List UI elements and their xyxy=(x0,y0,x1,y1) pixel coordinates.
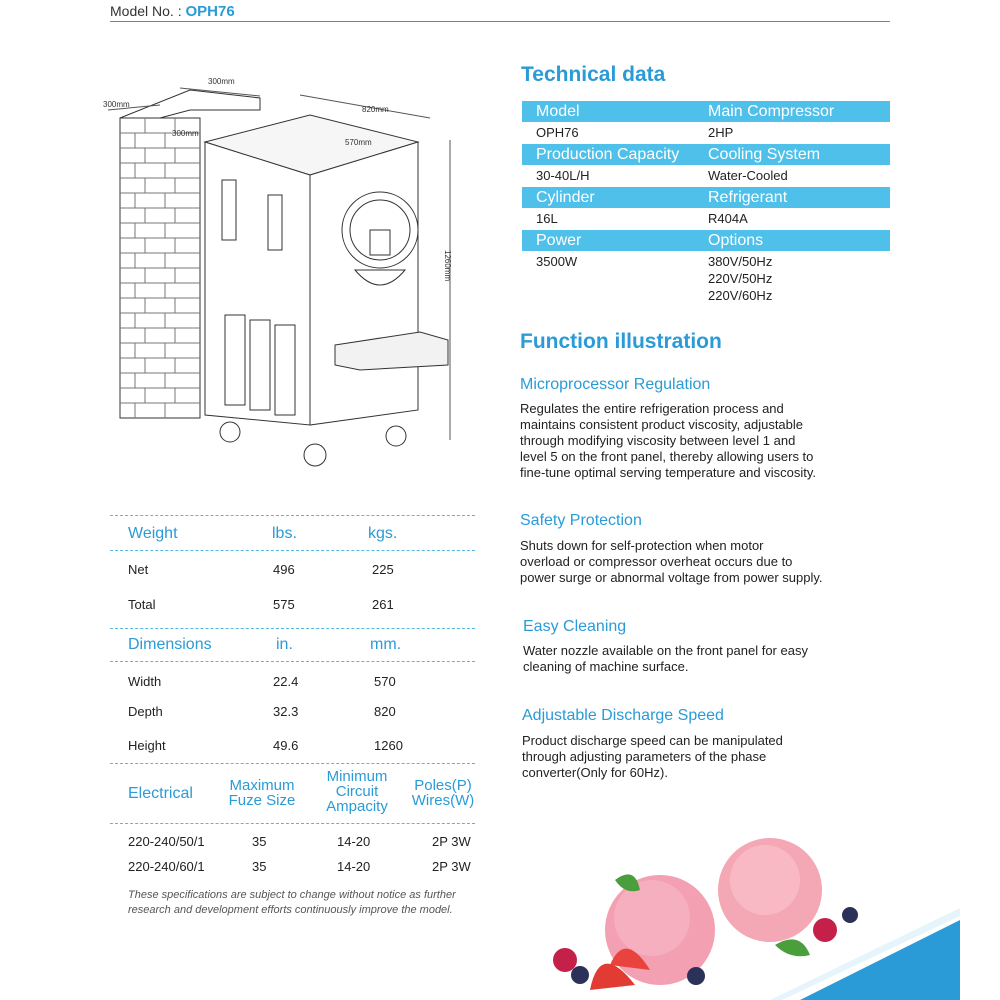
option-item: 220V/50Hz xyxy=(708,271,773,286)
tech-header-row xyxy=(522,101,890,122)
feature-line: overload or compressor overheat occurs due to xyxy=(520,554,793,569)
tech-value-row xyxy=(522,165,890,187)
dimension-mm: 570 xyxy=(374,674,396,689)
header-divider xyxy=(110,21,890,22)
dim-570: 570mm xyxy=(345,138,372,147)
specification-note: These specifications are subject to change without notice as further research and development efforts continuously improve the model. xyxy=(128,889,456,916)
weight-lbs-header: lbs. xyxy=(272,525,297,542)
feature-text xyxy=(523,643,873,675)
machine-body xyxy=(205,115,448,466)
feature-line: converter(Only for 60Hz). xyxy=(522,765,668,780)
dimension-row-label: Width xyxy=(128,674,162,689)
feature-text xyxy=(520,401,870,481)
tech-header-model: Model xyxy=(536,103,580,120)
header-line: Wires(W) xyxy=(411,792,475,809)
mint-leaf xyxy=(615,874,640,891)
tech-value-options xyxy=(708,253,890,304)
tech-value-cooling: Water-Cooled xyxy=(708,168,788,183)
mint-leaf xyxy=(775,939,810,956)
feature-line: Shuts down for self-protection when motor xyxy=(520,538,764,553)
dimensions-header: Dimensions xyxy=(128,636,212,653)
ice-cream-image xyxy=(520,820,960,1000)
feature-line: power surge or abnormal voltage from power supply. xyxy=(520,570,823,585)
header-line: Circuit xyxy=(335,783,379,800)
blueberry xyxy=(571,966,589,984)
weight-lbs: 496 xyxy=(273,562,295,577)
table-divider xyxy=(110,550,475,551)
technical-data-title: Technical data xyxy=(521,63,666,86)
table-divider xyxy=(110,661,475,662)
tech-header-compressor: Main Compressor xyxy=(708,103,835,120)
poles-wires-header xyxy=(406,778,480,808)
feature-heading: Adjustable Discharge Speed xyxy=(522,707,724,724)
dimension-mm: 820 xyxy=(374,704,396,719)
header-line: Minimum xyxy=(326,768,388,785)
feature-line: Water nozzle available on the front panel for easy xyxy=(523,643,808,658)
option-item: 380V/50Hz xyxy=(708,254,773,269)
feature-text xyxy=(522,733,872,781)
feature-line: through modifying viscosity between level 1 and xyxy=(520,433,796,448)
feature-line: cleaning of machine surface. xyxy=(523,659,689,674)
weight-header: Weight xyxy=(128,525,178,542)
feature-heading: Safety Protection xyxy=(520,512,642,529)
dim-1260: 1260mm xyxy=(443,250,452,282)
machine-drawing xyxy=(100,70,470,480)
electrical-fuze: 35 xyxy=(252,834,267,849)
dim-300-left: 300mm xyxy=(103,100,130,109)
tech-value-compressor: 2HP xyxy=(708,125,734,140)
electrical-poles: 2P 3W xyxy=(432,834,471,849)
header-line: Poles(P) xyxy=(414,777,472,794)
dim-300-side: 300mm xyxy=(172,129,199,138)
tech-value-row xyxy=(522,122,890,144)
tech-value-cylinder: 16L xyxy=(536,211,558,226)
electrical-fuze: 35 xyxy=(252,859,267,874)
function-illustration-title: Function illustration xyxy=(520,330,722,353)
weight-row-label: Total xyxy=(128,597,156,612)
technical-data-table xyxy=(522,101,890,304)
header-line: Fuze Size xyxy=(228,792,296,809)
model-number xyxy=(110,3,235,20)
electrical-poles: 2P 3W xyxy=(432,859,471,874)
tech-header-row xyxy=(522,144,890,165)
tech-value-refrigerant: R404A xyxy=(708,211,748,226)
blueberry xyxy=(687,967,705,985)
weight-kgs-header: kgs. xyxy=(368,525,398,542)
weight-row-label: Net xyxy=(128,562,149,577)
tech-header-cylinder: Cylinder xyxy=(536,189,595,206)
tech-header-power: Power xyxy=(536,232,582,249)
table-divider xyxy=(110,515,475,516)
electrical-ampacity: 14-20 xyxy=(337,834,371,849)
dimension-in: 49.6 xyxy=(273,738,299,753)
header-line: Ampacity xyxy=(326,798,388,815)
dimension-in: 22.4 xyxy=(273,674,299,689)
model-label: Model No. : xyxy=(110,3,182,19)
tech-header-row xyxy=(522,187,890,208)
feature-line: Product discharge speed can be manipulated xyxy=(522,733,783,748)
min-circuit-header xyxy=(315,769,399,814)
dimensions-mm-header: mm. xyxy=(370,636,402,653)
dimensions-in-header: in. xyxy=(276,636,293,653)
feature-line: level 5 on the front panel, thereby allowing users to xyxy=(520,449,814,464)
dim-300-top: 300mm xyxy=(208,77,235,86)
weight-kgs: 261 xyxy=(372,597,394,612)
tech-value-power: 3500W xyxy=(536,254,578,269)
tech-header-capacity: Production Capacity xyxy=(536,146,680,163)
feature-line: through adjusting parameters of the phase xyxy=(522,749,767,764)
feature-line: Regulates the entire refrigeration process and xyxy=(520,401,784,416)
blueberry xyxy=(842,907,858,923)
tech-value-row xyxy=(522,251,890,304)
feature-heading: Microprocessor Regulation xyxy=(520,376,711,393)
tech-header-options: Options xyxy=(708,232,764,249)
tech-header-row xyxy=(522,230,890,251)
electrical-header: Electrical xyxy=(128,785,193,802)
weight-kgs: 225 xyxy=(372,562,394,577)
feature-text xyxy=(520,538,870,586)
dimension-row-label: Height xyxy=(128,738,166,753)
header-line: Maximum xyxy=(229,777,295,794)
dimension-mm: 1260 xyxy=(374,738,403,753)
feature-line: maintains consistent product viscosity, adjustable xyxy=(520,417,804,432)
tech-value-model: OPH76 xyxy=(536,125,579,140)
weight-lbs: 575 xyxy=(273,597,295,612)
feature-heading: Easy Cleaning xyxy=(523,618,627,635)
table-divider xyxy=(110,823,475,824)
dimension-row-label: Depth xyxy=(128,704,163,719)
max-fuze-header xyxy=(222,778,302,808)
option-item: 220V/60Hz xyxy=(708,288,773,303)
tech-value-capacity: 30-40L/H xyxy=(536,168,590,183)
feature-line: fine-tune optimal serving temperature and viscosity. xyxy=(520,465,817,480)
tech-header-refrigerant: Refrigerant xyxy=(708,189,788,206)
table-divider xyxy=(110,628,475,629)
electrical-voltage: 220-240/50/1 xyxy=(128,834,205,849)
dim-820: 820mm xyxy=(362,105,389,114)
tech-header-cooling: Cooling System xyxy=(708,146,821,163)
raspberry xyxy=(553,948,577,972)
model-value: OPH76 xyxy=(185,3,235,20)
dimension-in: 32.3 xyxy=(273,704,299,719)
electrical-voltage: 220-240/60/1 xyxy=(128,859,205,874)
electrical-ampacity: 14-20 xyxy=(337,859,371,874)
tech-value-row xyxy=(522,208,890,230)
raspberry xyxy=(813,918,837,942)
table-divider xyxy=(110,763,475,764)
